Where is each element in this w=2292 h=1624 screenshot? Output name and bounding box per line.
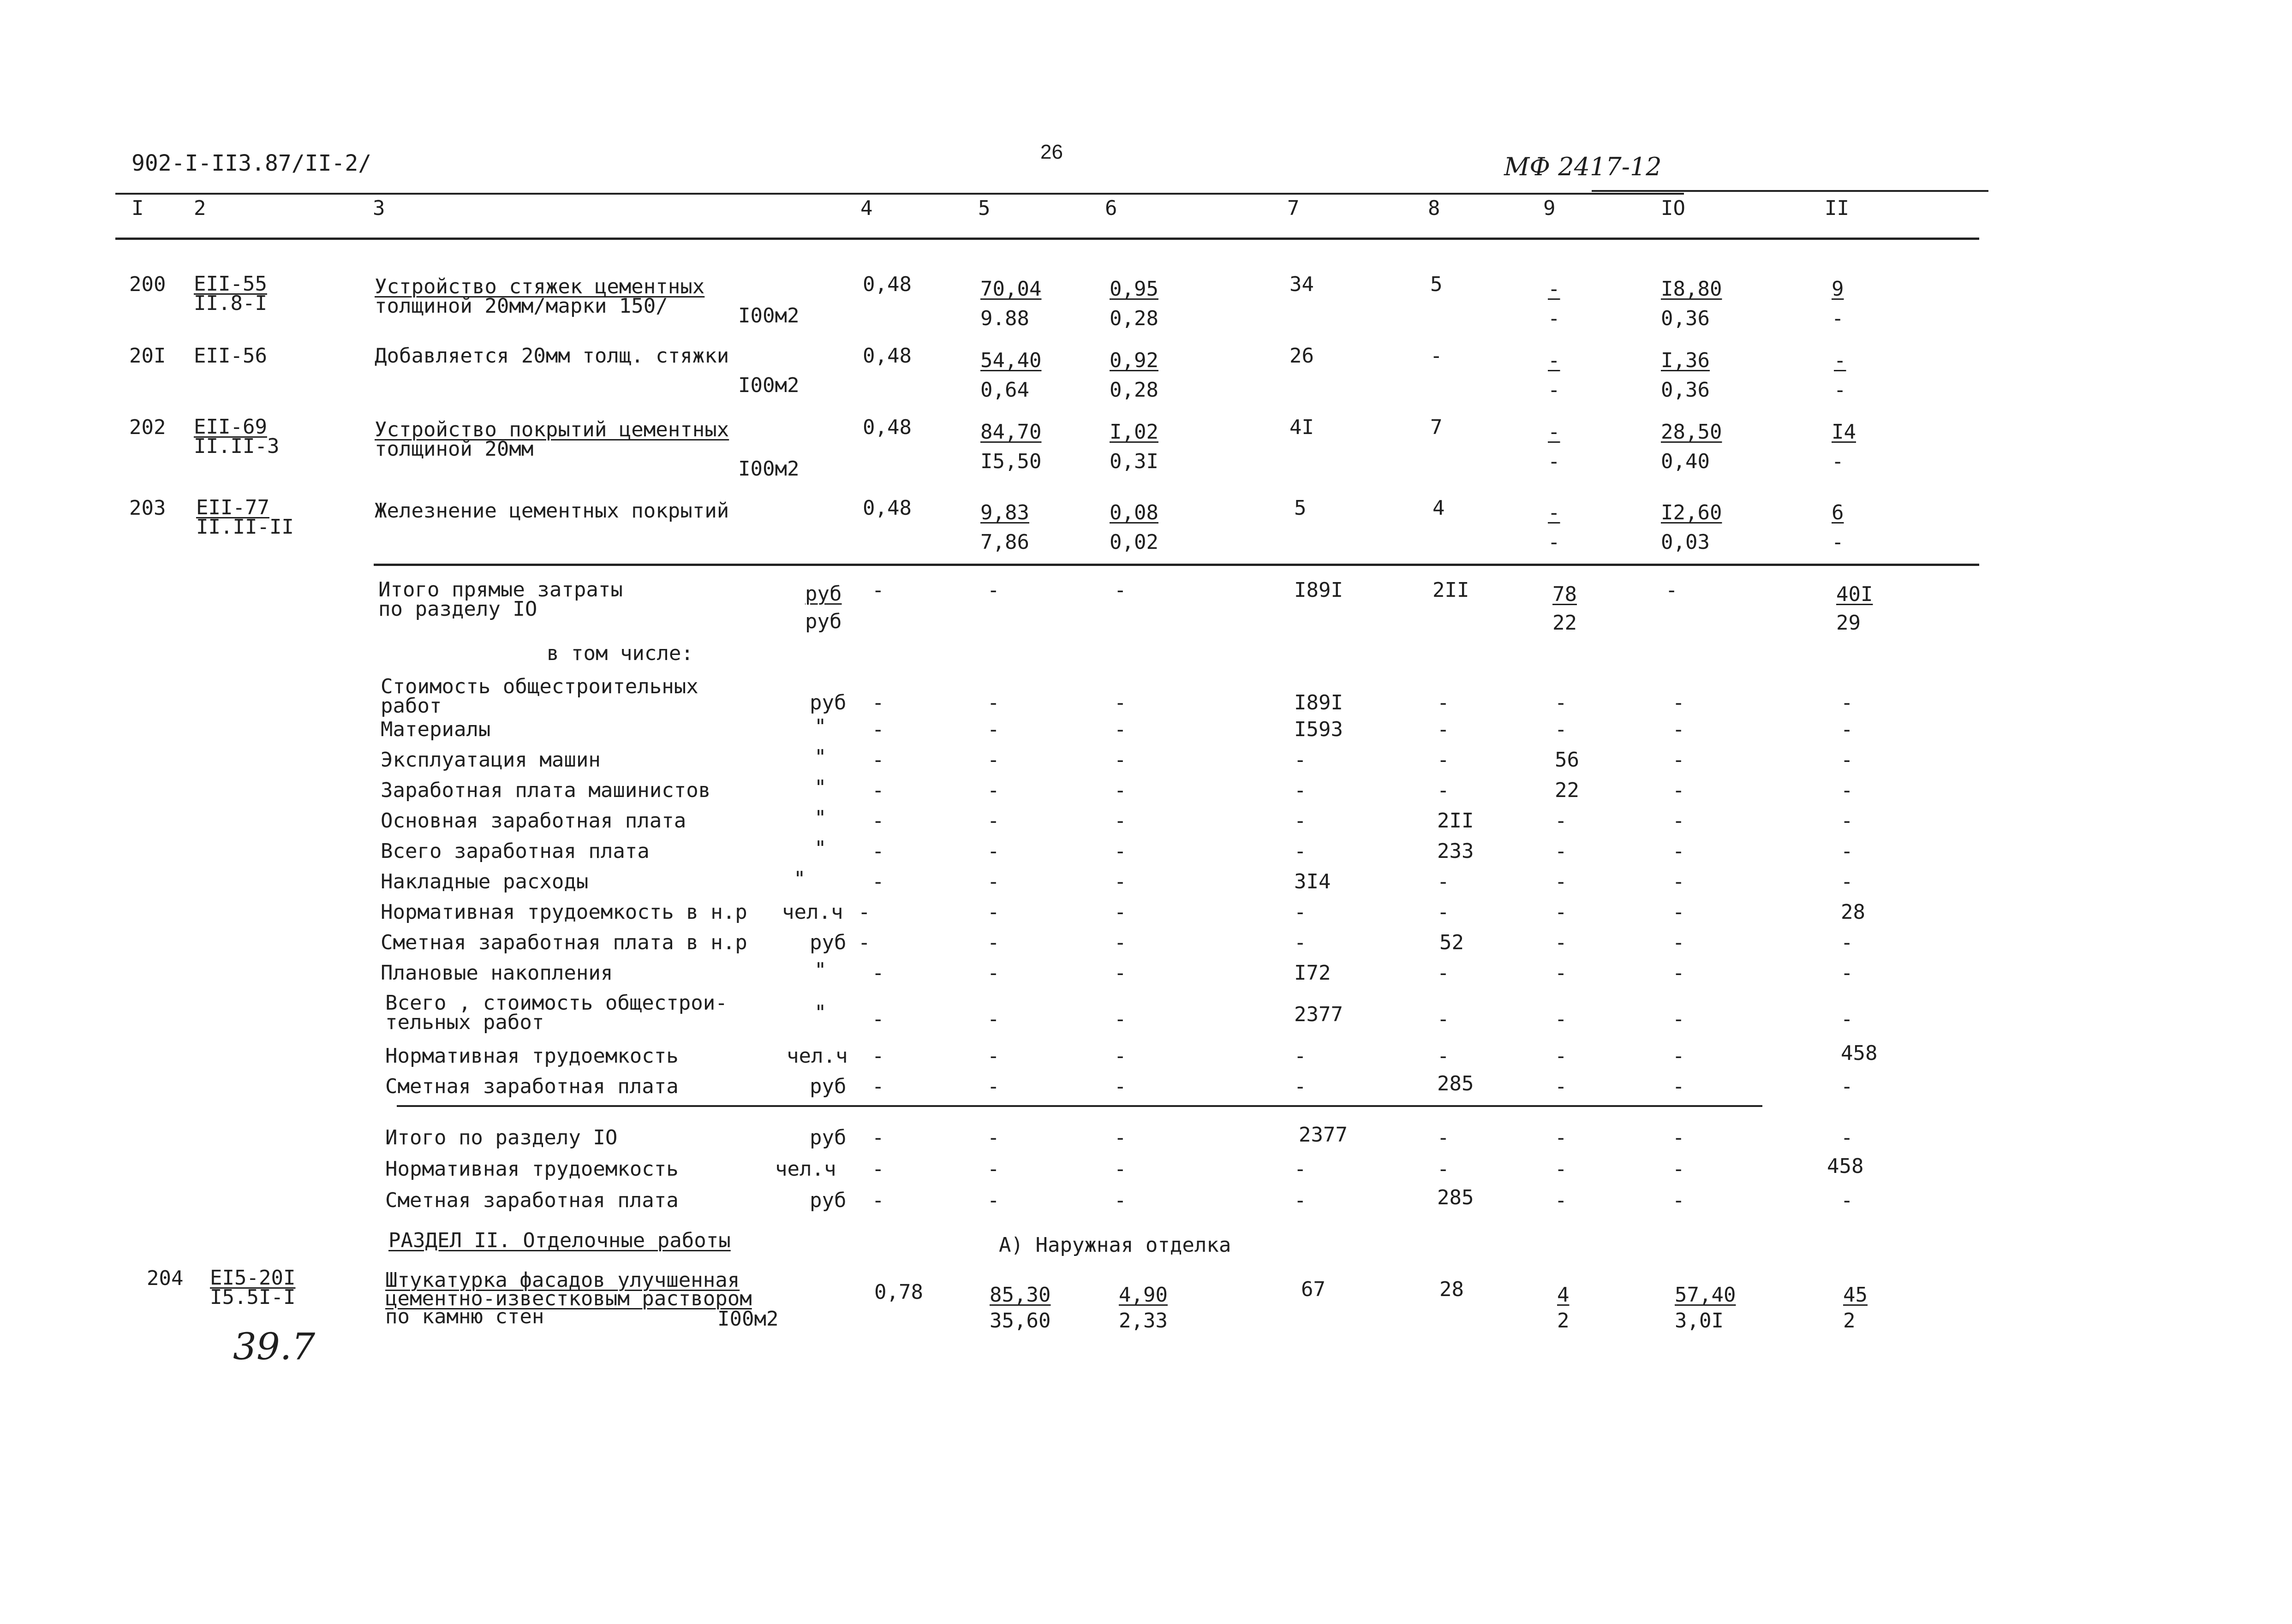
cell-c4: - xyxy=(872,578,884,602)
cell-c4: - xyxy=(872,748,884,772)
cell-c6: - xyxy=(1114,961,1127,985)
cell-c5: - xyxy=(987,961,1000,985)
cell-c8: - xyxy=(1437,718,1450,741)
cell-c4: - xyxy=(872,809,884,833)
cell-c8: 2II xyxy=(1437,809,1474,833)
cell-c11: - xyxy=(1841,779,1853,802)
cell-c9: - xyxy=(1555,900,1567,924)
cell-c6: - xyxy=(1114,1007,1127,1031)
cell-c10: - xyxy=(1672,839,1685,863)
cell-c7: - xyxy=(1294,1157,1307,1181)
breakdown-label: Основная заработная плата xyxy=(381,809,686,833)
breakdown-label: Материалы xyxy=(381,718,491,741)
item-number: 20I xyxy=(129,344,166,368)
col-header-5: 5 xyxy=(978,196,991,220)
item-number: 203 xyxy=(129,496,166,520)
breakdown-unit: " xyxy=(814,745,827,769)
cell-c10: - xyxy=(1672,900,1685,924)
item-name: Устройство стяжек цементных толщиной 20мм/марки 150/ xyxy=(375,275,705,318)
list-item xyxy=(0,776,2292,808)
cell-c8: - xyxy=(1437,691,1450,714)
breakdown-label: Накладные расходы xyxy=(381,870,589,893)
header-rule-top xyxy=(1592,190,1988,192)
cell-c11: - xyxy=(1841,691,1853,714)
cell-c10: 57,40 3,0I xyxy=(1675,1283,1736,1333)
cell-c10: - xyxy=(1672,779,1685,802)
breakdown-unit: " xyxy=(814,837,827,860)
cell-c5: - xyxy=(987,1189,1000,1212)
breakdown-label: Сметная заработная плата xyxy=(385,1075,679,1098)
item-number: 200 xyxy=(129,273,166,296)
item-name: Железнение цементных покрытий xyxy=(375,499,729,523)
cell-c9: - xyxy=(1555,1075,1567,1098)
table-row xyxy=(0,1268,2292,1351)
list-item xyxy=(0,958,2292,991)
cell-c5: 70,04 9.88 xyxy=(980,277,1042,330)
cell-c5: - xyxy=(987,839,1000,863)
cell-c6: - xyxy=(1114,931,1127,954)
cell-c4: - xyxy=(872,1075,884,1098)
cell-c6: - xyxy=(1114,900,1127,924)
cell-c4: - xyxy=(872,779,884,802)
cell-c11: - xyxy=(1841,931,1853,954)
cell-c8: 285 xyxy=(1437,1186,1474,1209)
cell-c5: - xyxy=(987,1157,1000,1181)
total-unit: руб xyxy=(810,1126,847,1149)
cell-c10: I,36 0,36 xyxy=(1661,349,1710,402)
cell-c9: - xyxy=(1555,691,1567,714)
cell-c9: 4 2 xyxy=(1557,1283,1570,1333)
breakdown-unit: руб xyxy=(810,1075,847,1098)
archive-stamp: МФ 2417-12 xyxy=(1504,152,1662,181)
cell-c10: I2,60 0,03 xyxy=(1661,501,1722,554)
total-label: Итого по разделу IO xyxy=(385,1126,618,1149)
cell-c11: - xyxy=(1841,1126,1853,1149)
cell-c5: 54,40 0,64 xyxy=(980,349,1042,402)
cell-c11: 45 2 xyxy=(1843,1283,1868,1333)
table-row xyxy=(0,498,2292,563)
cell-c9: - xyxy=(1555,809,1567,833)
breakdown-unit: " xyxy=(814,776,827,799)
cell-c4: - xyxy=(872,870,884,893)
handwritten-note: 39.7 xyxy=(233,1325,316,1368)
item-code: EII-56 xyxy=(194,344,267,368)
cell-c4: - xyxy=(872,1007,884,1031)
breakdown-label: Эксплуатация машин xyxy=(381,748,601,772)
cell-c9: - - xyxy=(1548,501,1560,554)
cell-c11: - xyxy=(1841,1075,1853,1098)
cell-c11: 28 xyxy=(1841,900,1865,924)
section-total-label: Итого прямые затраты по разделу IO xyxy=(378,578,623,621)
cell-c11: 458 xyxy=(1841,1041,1878,1065)
item-number: 202 xyxy=(129,416,166,439)
cell-c4: 0,48 xyxy=(863,416,912,439)
item-code: EII-77 II.II-II xyxy=(196,496,294,539)
breakdown-unit: " xyxy=(814,1001,827,1024)
cell-c5: - xyxy=(987,748,1000,772)
cell-c4: - xyxy=(872,691,884,714)
cell-c11: - xyxy=(1841,809,1853,833)
col-header-9: 9 xyxy=(1543,196,1556,220)
cell-c9: - xyxy=(1555,1126,1567,1149)
cell-c6: - xyxy=(1114,839,1127,863)
breakdown-unit: руб xyxy=(810,691,847,714)
cell-c4: 0,48 xyxy=(863,496,912,520)
total-unit: чел.ч xyxy=(775,1157,836,1181)
page-number: 26 xyxy=(1040,141,1063,163)
cell-c10: I8,80 0,36 xyxy=(1661,277,1722,330)
item-unit: I00м2 xyxy=(717,1307,779,1331)
cell-c5: - xyxy=(987,779,1000,802)
cell-c5: - xyxy=(987,870,1000,893)
item-name: Устройство покрытий цементных толщиной 20мм xyxy=(375,418,729,461)
cell-c11: 6 - xyxy=(1832,501,1844,554)
item-name: Добавляется 20мм толщ. стяжки xyxy=(375,344,729,368)
cell-c7: 3I4 xyxy=(1294,870,1331,893)
cell-c4: - xyxy=(872,718,884,741)
cell-c7: - xyxy=(1294,839,1307,863)
cell-c8: 2II xyxy=(1432,578,1469,602)
breakdown-unit: " xyxy=(814,715,827,738)
cell-c6: - xyxy=(1114,1126,1127,1149)
cell-c6: - xyxy=(1114,1189,1127,1212)
cell-c7: I593 xyxy=(1294,718,1343,741)
cell-c10: - xyxy=(1672,931,1685,954)
cell-c8: 28 xyxy=(1439,1278,1464,1301)
cell-c10: - xyxy=(1672,748,1685,772)
cell-c7: I89I xyxy=(1294,691,1343,714)
breakdown-unit: чел.ч xyxy=(787,1044,848,1068)
cell-c9: - xyxy=(1555,718,1567,741)
cell-c7: 5 xyxy=(1294,496,1307,520)
item-code: EII-69 II.II-3 xyxy=(194,415,280,458)
total-label: Сметная заработная плата xyxy=(385,1189,679,1212)
cell-c4: - xyxy=(872,961,884,985)
item-code: EI5-20I I5.5I-I xyxy=(210,1266,296,1309)
header-rule-mid xyxy=(115,193,1684,195)
cell-c5: - xyxy=(987,1075,1000,1098)
cell-c9: - xyxy=(1555,961,1567,985)
col-header-4: 4 xyxy=(860,196,873,220)
cell-c11: - xyxy=(1841,1189,1853,1212)
cell-c4: - xyxy=(872,1044,884,1068)
cell-c11: 458 xyxy=(1827,1154,1864,1178)
cell-c10: - xyxy=(1672,809,1685,833)
cell-c10: - xyxy=(1665,578,1678,602)
list-item xyxy=(0,867,2292,899)
cell-c8: 285 xyxy=(1437,1072,1474,1095)
cell-c6: - xyxy=(1114,718,1127,741)
cell-c5: 9,83 7,86 xyxy=(980,501,1029,554)
cell-c6: - xyxy=(1114,748,1127,772)
cell-c11: - xyxy=(1841,1007,1853,1031)
cell-c5: 84,70 I5,50 xyxy=(980,420,1042,473)
cell-c10: - xyxy=(1672,1044,1685,1068)
col-header-10: IO xyxy=(1661,196,1685,220)
cell-c4: - xyxy=(872,1126,884,1149)
cell-c4: - xyxy=(858,931,871,954)
cell-c5: - xyxy=(987,1126,1000,1149)
cell-c5: - xyxy=(987,809,1000,833)
cell-c7: 2377 xyxy=(1299,1123,1348,1147)
cell-c8: - xyxy=(1437,1044,1450,1068)
cell-c9: 78 22 xyxy=(1552,583,1577,635)
cell-c5: - xyxy=(987,578,1000,602)
list-item xyxy=(0,1041,2292,1074)
final-totals xyxy=(0,1123,2292,1225)
cell-c10: 28,50 0,40 xyxy=(1661,420,1722,473)
list-item xyxy=(0,933,2292,960)
cell-c7: - xyxy=(1294,779,1307,802)
col-header-1: I xyxy=(131,196,144,220)
cell-c4: 0,78 xyxy=(874,1280,923,1304)
column-headers xyxy=(0,198,2292,226)
list-item xyxy=(0,806,2292,839)
list-item xyxy=(0,837,2292,869)
cell-c6: - xyxy=(1114,691,1127,714)
cell-c9: - - xyxy=(1548,349,1560,402)
cell-c6: 0,08 0,02 xyxy=(1110,501,1158,554)
cell-c5: - xyxy=(987,1007,1000,1031)
cell-c10: - xyxy=(1672,1075,1685,1098)
cell-c5: - xyxy=(987,1044,1000,1068)
cell-c9: - xyxy=(1555,870,1567,893)
col-header-11: II xyxy=(1825,196,1849,220)
cell-c11: - xyxy=(1841,839,1853,863)
cell-c9: - xyxy=(1555,1189,1567,1212)
breakdown-label: Стоимость общестроительных работ xyxy=(381,675,698,718)
item-number: 204 xyxy=(147,1267,184,1290)
cell-c6: - xyxy=(1114,779,1127,802)
cell-c8: - xyxy=(1437,748,1450,772)
cell-c6: - xyxy=(1114,1044,1127,1068)
cell-c8: 7 xyxy=(1430,416,1443,439)
cell-c7: - xyxy=(1294,900,1307,924)
cell-c6: - xyxy=(1114,870,1127,893)
cell-c7: - xyxy=(1294,809,1307,833)
cell-c8: - xyxy=(1437,1126,1450,1149)
cell-c5: - xyxy=(987,691,1000,714)
breakdown-unit: руб xyxy=(810,931,847,954)
cell-c11: - xyxy=(1841,961,1853,985)
cell-c6: - xyxy=(1114,809,1127,833)
breakdown-label: Плановые накопления xyxy=(381,961,613,985)
total-label: Нормативная трудоемкость xyxy=(385,1157,679,1181)
cell-c4: - xyxy=(858,900,871,924)
cell-c11: I4 - xyxy=(1832,420,1856,473)
cell-c8: - xyxy=(1437,1157,1450,1181)
cell-c9: - xyxy=(1555,1157,1567,1181)
cell-c10: - xyxy=(1672,718,1685,741)
item-name: Штукатурка фасадов улучшенная цементно-известковым раствором по камню стен xyxy=(385,1268,752,1329)
list-item xyxy=(0,1186,2292,1218)
cell-c7: 2377 xyxy=(1294,1003,1343,1026)
cell-c7: - xyxy=(1294,1044,1307,1068)
list-item xyxy=(0,1123,2292,1155)
col-header-6: 6 xyxy=(1105,196,1117,220)
cell-c7: 26 xyxy=(1289,344,1314,368)
table-row xyxy=(0,274,2292,344)
cell-c5: - xyxy=(987,718,1000,741)
table-row xyxy=(0,346,2292,415)
breakdown-label: Нормативная трудоемкость xyxy=(385,1044,679,1068)
cell-c9: - xyxy=(1555,931,1567,954)
cell-c7: I89I xyxy=(1294,578,1343,602)
cell-c9: - xyxy=(1555,1044,1567,1068)
cell-c8: - xyxy=(1437,900,1450,924)
col-header-8: 8 xyxy=(1428,196,1440,220)
cell-c7: 67 xyxy=(1301,1278,1325,1301)
section-divider xyxy=(374,564,1979,566)
cell-c8: - xyxy=(1437,1007,1450,1031)
cell-c7: - xyxy=(1294,1075,1307,1098)
cell-c7: 34 xyxy=(1289,273,1314,296)
cell-c6: - xyxy=(1114,1157,1127,1181)
cell-c4: 0,48 xyxy=(863,273,912,296)
section-total-row xyxy=(0,580,2292,636)
breakdown-label: Нормативная трудоемкость в н.р xyxy=(381,900,747,924)
list-item xyxy=(0,993,2292,1035)
cell-c7: 4I xyxy=(1289,416,1314,439)
item-code: EII-55 II.8-I xyxy=(194,272,267,315)
cell-c6: 4,90 2,33 xyxy=(1119,1283,1168,1333)
totals-divider xyxy=(397,1105,1762,1107)
col-header-7: 7 xyxy=(1287,196,1300,220)
cell-c4: - xyxy=(872,1157,884,1181)
cell-c11: 9 - xyxy=(1832,277,1844,330)
cell-c10: - xyxy=(1672,1007,1685,1031)
cell-c11: - xyxy=(1841,718,1853,741)
breakdown-label: Всего заработная плата xyxy=(381,839,650,863)
cell-c4: 0,48 xyxy=(863,344,912,368)
item-unit: I00м2 xyxy=(738,457,800,481)
cell-c9: 56 xyxy=(1555,748,1579,772)
list-item xyxy=(0,1072,2292,1104)
section-total-units: руб руб xyxy=(805,582,842,633)
cell-c10: - xyxy=(1672,1157,1685,1181)
cell-c5: 85,30 35,60 xyxy=(990,1283,1051,1333)
subsection-heading: А) Наружная отделка xyxy=(999,1233,1231,1257)
cell-c4: - xyxy=(872,839,884,863)
list-item xyxy=(0,902,2292,930)
item-unit: I00м2 xyxy=(738,304,800,327)
cell-c8: 5 xyxy=(1430,273,1443,296)
cell-c9: - - xyxy=(1548,420,1560,473)
cell-c6: I,02 0,3I xyxy=(1110,420,1158,473)
breakdown-label: Заработная плата машинистов xyxy=(381,779,711,802)
including-label: в том числе: xyxy=(547,642,693,665)
breakdown-label: Сметная заработная плата в н.р xyxy=(381,931,747,954)
cell-c10: - xyxy=(1672,961,1685,985)
cell-c9: - - xyxy=(1548,277,1560,330)
list-item xyxy=(0,675,2292,718)
cell-c8: 4 xyxy=(1432,496,1445,520)
cell-c9: 22 xyxy=(1555,779,1579,802)
cell-c7: - xyxy=(1294,748,1307,772)
cell-c8: 52 xyxy=(1439,931,1464,954)
item-unit: I00м2 xyxy=(738,374,800,397)
cell-c8: - xyxy=(1437,870,1450,893)
cell-c7: - xyxy=(1294,1189,1307,1212)
cell-c7: - xyxy=(1294,931,1307,954)
cell-c6: 0,95 0,28 xyxy=(1110,277,1158,330)
table-row xyxy=(0,417,2292,491)
breakdown-unit: " xyxy=(794,867,806,891)
list-item xyxy=(0,745,2292,778)
cell-c8: - xyxy=(1430,344,1443,368)
cell-c10: - xyxy=(1672,1189,1685,1212)
cell-c10: - xyxy=(1672,1126,1685,1149)
cell-c11: 40I 29 xyxy=(1836,583,1873,635)
list-item xyxy=(0,1154,2292,1187)
col-header-2: 2 xyxy=(194,196,206,220)
cell-c8: - xyxy=(1437,961,1450,985)
cell-c7: I72 xyxy=(1294,961,1331,985)
cell-c6: - xyxy=(1114,578,1127,602)
cell-c10: - xyxy=(1672,691,1685,714)
cell-c6: - xyxy=(1114,1075,1127,1098)
breakdown-unit: " xyxy=(814,958,827,982)
cell-c8: - xyxy=(1437,779,1450,802)
breakdown-unit: чел.ч xyxy=(782,900,843,924)
col-header-3: 3 xyxy=(373,196,385,220)
cell-c9: - xyxy=(1555,1007,1567,1031)
cell-c11: - xyxy=(1841,748,1853,772)
cell-c9: - xyxy=(1555,839,1567,863)
cell-c11: - - xyxy=(1834,349,1846,402)
breakdown-list xyxy=(0,677,2292,1157)
cell-c4: - xyxy=(872,1189,884,1212)
breakdown-label: Всего , стоимость общестрои- тельных работ xyxy=(385,991,728,1034)
cell-c6: 0,92 0,28 xyxy=(1110,349,1158,402)
doc-code: 902-I-II3.87/II-2/ xyxy=(131,150,372,176)
breakdown-unit: " xyxy=(814,806,827,830)
cell-c5: - xyxy=(987,900,1000,924)
total-unit: руб xyxy=(810,1189,847,1212)
cell-c5: - xyxy=(987,931,1000,954)
cell-c10: - xyxy=(1672,870,1685,893)
header-rule-bottom xyxy=(115,238,1979,240)
section-heading: РАЗДЕЛ II. Отделочные работы xyxy=(388,1229,731,1252)
list-item xyxy=(0,715,2292,747)
cell-c8: 233 xyxy=(1437,839,1474,863)
cell-c11: - xyxy=(1841,870,1853,893)
